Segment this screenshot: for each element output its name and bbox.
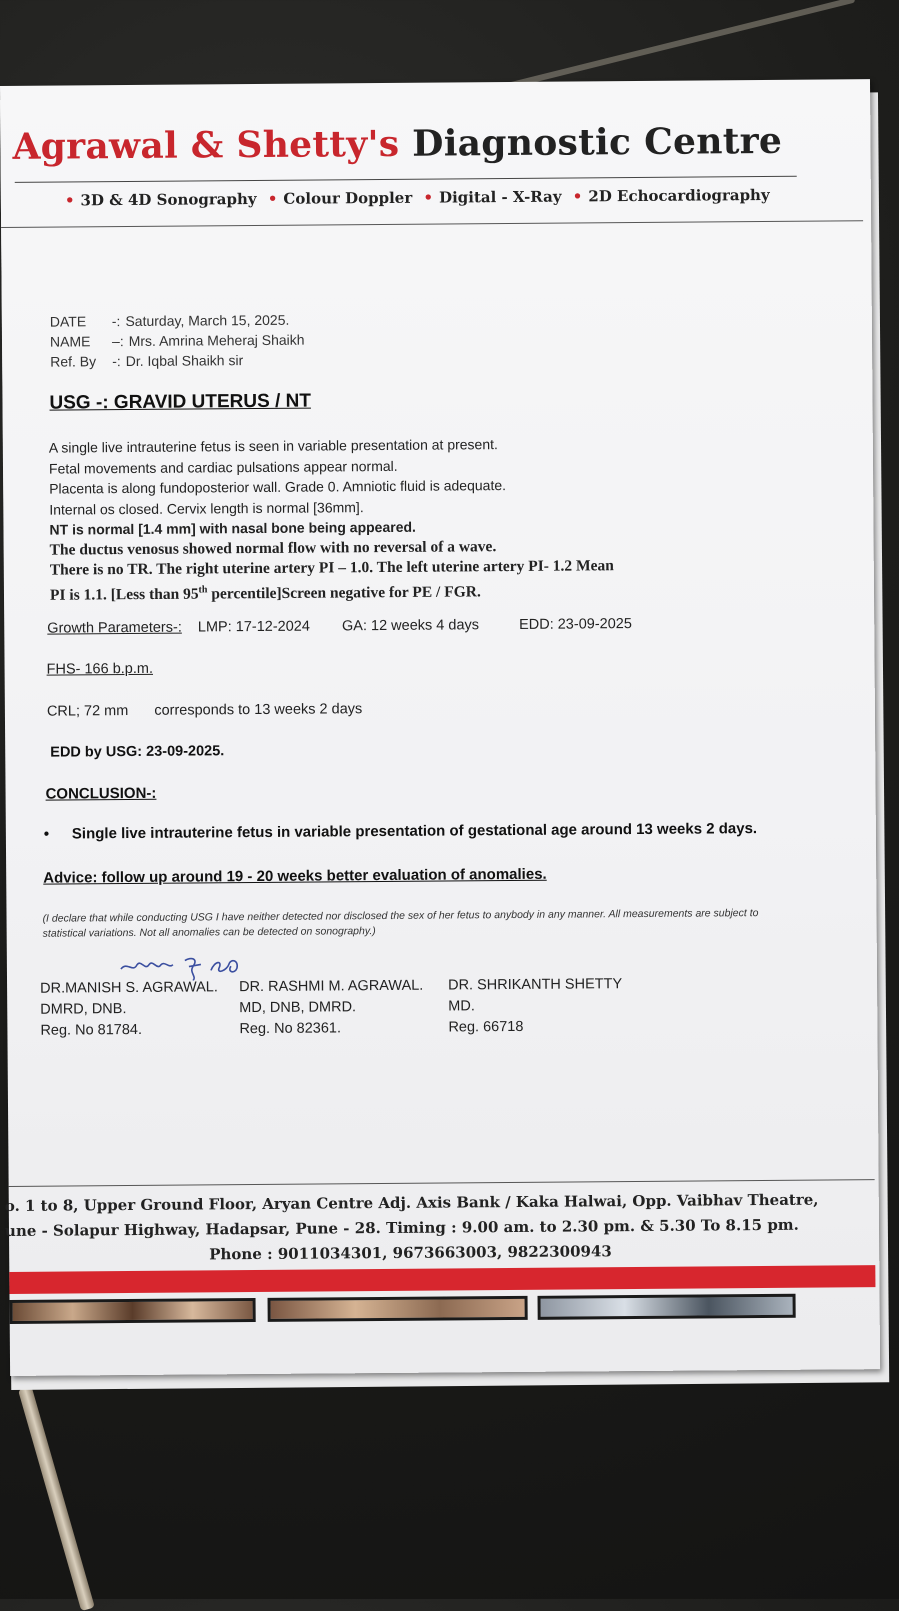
service-item: Digital - X-Ray	[438, 187, 562, 207]
footer-address	[4, 1187, 875, 1264]
bullet-dot-icon: •	[423, 188, 434, 207]
ga-value: GA: 12 weeks 4 days	[341, 617, 480, 635]
findings-block	[49, 432, 790, 606]
wall-crack	[505, 0, 856, 89]
doctor-signature-block	[239, 976, 424, 1040]
patient-details	[50, 310, 305, 372]
edd-value: EDD: 23-09-2025	[518, 616, 632, 633]
service-item: 2D Echocardiography	[588, 185, 770, 206]
doctor-name: DR.MANISH S. AGRAWAL.	[40, 979, 218, 997]
footer-phone: Phone : 9011034301, 9673663003, 9822300943	[209, 1242, 612, 1264]
centre-name-dark: Diagnostic Centre	[412, 119, 783, 165]
doctor-qualifications: DMRD, DNB.	[40, 1001, 127, 1018]
report-heading: USG -: GRAVID UTERUS / NT	[49, 390, 312, 414]
doctor-signature-block	[448, 974, 623, 1038]
service-item: 3D & 4D Sonography	[80, 189, 257, 210]
report-date: Saturday, March 15, 2025.	[125, 311, 290, 330]
bullet-dot-icon: •	[572, 187, 583, 206]
letterhead-divider	[15, 176, 797, 183]
advice-line: Advice: follow up around 19 - 20 weeks better evaluation of anomalies.	[43, 865, 547, 887]
conclusion-label: CONCLUSION-:	[45, 784, 157, 803]
footer-image-strip	[10, 1293, 876, 1326]
finding-line: Placenta is along fundoposterior wall. Grade 0. Amniotic fluid is adequate.	[49, 477, 507, 497]
doctor-qualifications: MD, DNB, DMRD.	[239, 999, 357, 1017]
footer-photo	[10, 1298, 256, 1324]
centre-name	[12, 120, 782, 168]
date-row: DATE -: Saturday, March 15, 2025.	[49, 311, 290, 330]
bullet-dot-icon: •	[64, 191, 75, 210]
doctor-registration: Reg. No 81784.	[40, 1021, 143, 1039]
edd-by-usg: EDD by USG: 23-09-2025.	[50, 743, 225, 761]
doctor-qualifications: MD.	[448, 998, 475, 1015]
crl-corresponds: corresponds to 13 weeks 2 days	[154, 701, 363, 719]
referring-doctor: Dr. Iqbal Shaikh sir	[125, 352, 244, 370]
report-sheet	[0, 79, 880, 1376]
handwritten-signature	[119, 946, 249, 981]
conclusion-text: Single live intrauterine fetus in variable presentation of gestational age around 13 weeks 2 days.	[71, 820, 758, 843]
bullet-icon: •	[43, 825, 50, 843]
doctor-registration: Reg. No 82361.	[239, 1020, 342, 1038]
finding-line: Internal os closed. Cervix length is normal [36mm].	[49, 498, 364, 518]
disclaimer: (I declare that while conducting USG I have neither detected nor disclosed the sex of her fetus to anybody in any manner. All measurements are subject to statistical variations. Not all anomalies can be detected on sonography.)	[42, 907, 759, 940]
growth-label: Growth Parameters-:	[47, 619, 182, 637]
wooden-stick	[18, 1386, 95, 1611]
patient-name: Mrs. Amrina Meheraj Shaikh	[128, 331, 305, 349]
fetal-heart-rate: FHS- 166 b.p.m.	[46, 660, 154, 678]
doppler-finding: The ductus venosus showed normal flow with no reversal of a wave.	[49, 537, 497, 559]
doctor-name: DR. SHRIKANTH SHETTY	[448, 976, 623, 994]
crl-value: CRL; 72 mm	[46, 703, 129, 720]
mean-pi-finding: PI is 1.1. [Less than 95th percentile]Screen negative for PE / FGR.	[49, 582, 481, 604]
doctor-signature-block	[40, 977, 218, 1041]
nt-finding: NT is normal [1.4 mm] with nasal bone being appeared.	[49, 518, 416, 538]
centre-name-red: Agrawal & Shetty's	[12, 122, 400, 168]
footer-address-line: o. 1 to 8, Upper Ground Floor, Aryan Centre Adj. Axis Bank / Kaka Halwai, Opp. Vaibhav Theatre,	[4, 1190, 819, 1215]
crl-line	[47, 701, 362, 719]
footer-photo	[538, 1294, 796, 1320]
uterine-artery-finding: There is no TR. The right uterine artery PI – 1.0. The left uterine artery PI- 1.2 Mean	[49, 557, 614, 579]
service-item: Colour Doppler	[283, 188, 413, 208]
conclusion-item	[44, 820, 757, 843]
lmp-value: LMP: 17-12-2024	[197, 618, 310, 636]
bullet-dot-icon: •	[267, 189, 278, 208]
finding-line: A single live intrauterine fetus is seen in variable presentation at present.	[48, 436, 498, 456]
footer-red-band	[9, 1265, 875, 1294]
finding-line: Fetal movements and cardiac pulsations appear normal.	[48, 457, 398, 477]
doctor-registration: Reg. 66718	[448, 1018, 524, 1036]
ref-row: Ref. By -: Dr. Iqbal Shaikh sir	[50, 352, 244, 370]
footer-address-line: une - Solapur Highway, Hadapsar, Pune - 28. Timing : 9.00 am. to 2.30 pm. & 5.30 To 8.15 pm.	[4, 1215, 799, 1240]
letterhead-bottom-rule	[1, 220, 863, 228]
doctor-name: DR. RASHMI M. AGRAWAL.	[239, 977, 424, 996]
name-row: NAME –: Mrs. Amrina Meheraj Shaikh	[49, 331, 305, 350]
footer-photo	[268, 1296, 528, 1322]
footer-rule	[9, 1179, 875, 1187]
growth-parameters	[47, 616, 632, 637]
services-line	[65, 186, 776, 210]
